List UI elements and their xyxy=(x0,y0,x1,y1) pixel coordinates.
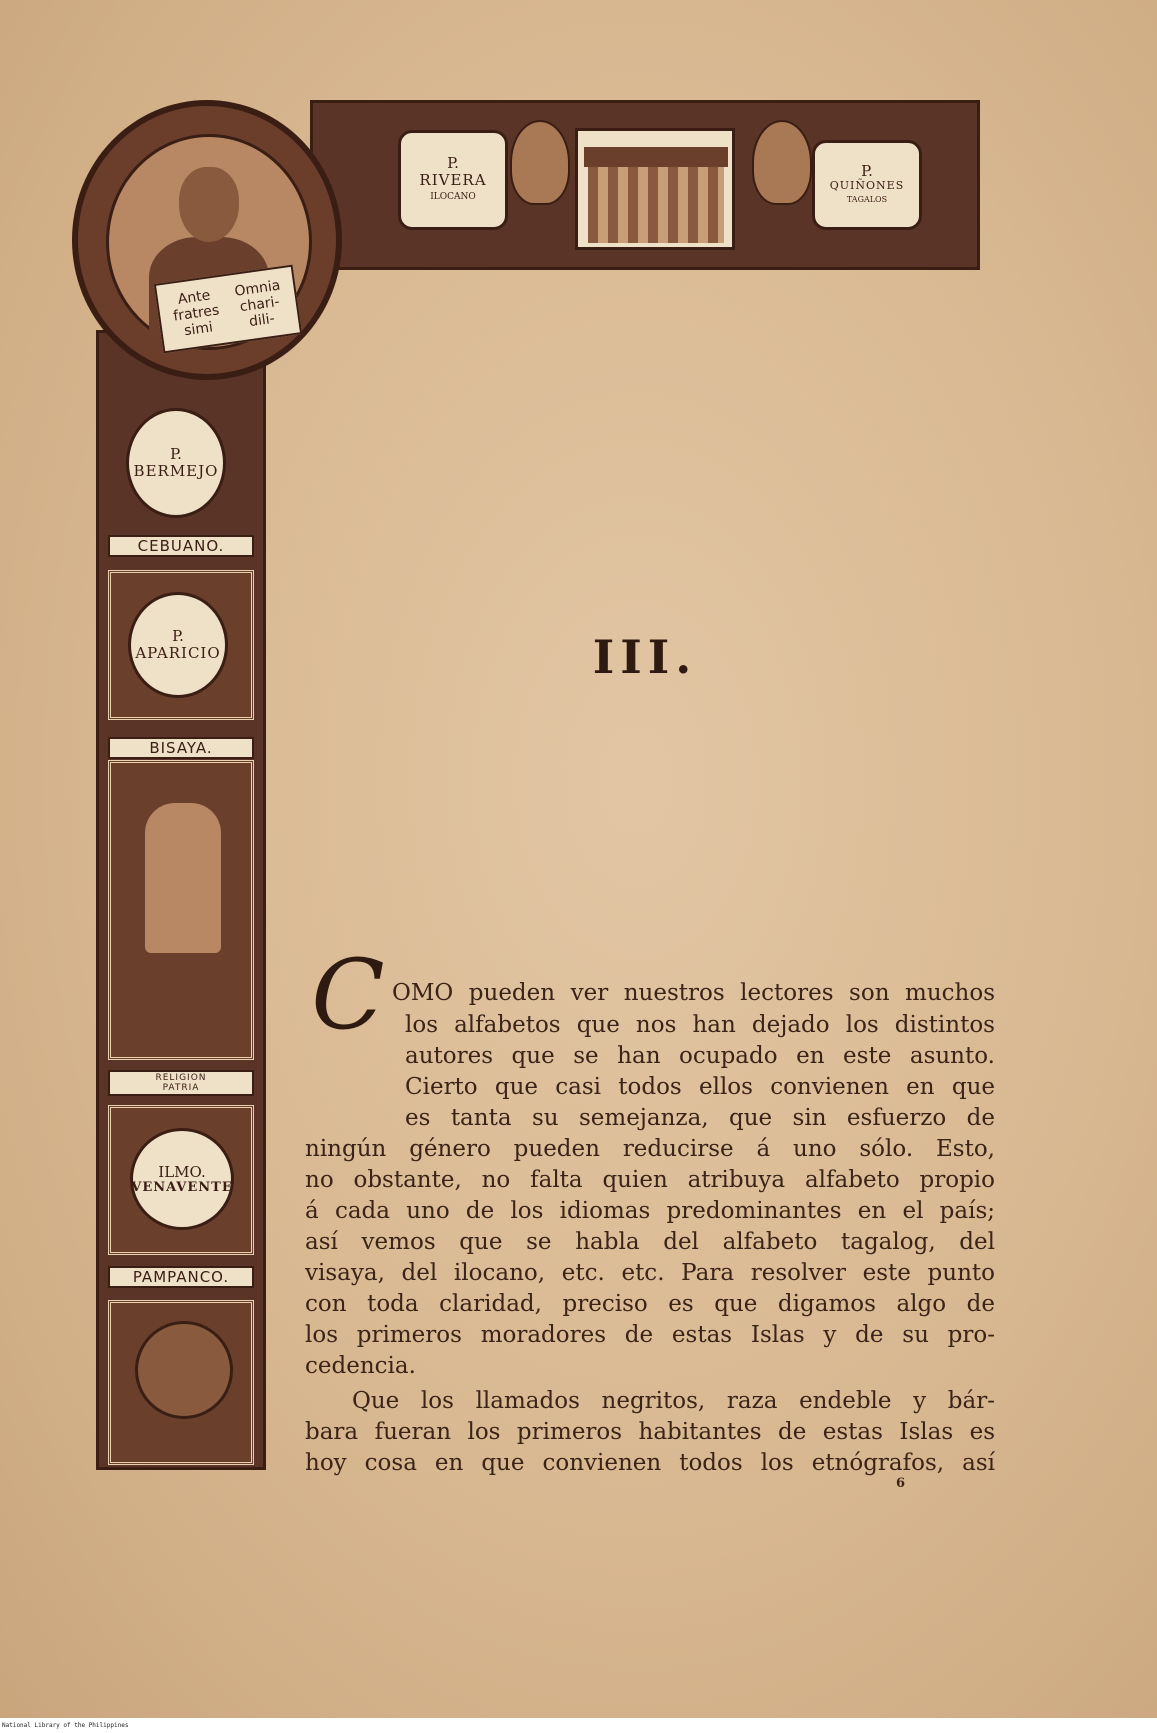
text-line: Que los llamados negritos, raza endeble y bár- xyxy=(352,1388,995,1414)
rivera-language: ILOCANO xyxy=(430,192,476,202)
rivera-name: RIVERA xyxy=(419,171,487,189)
text-line: no obstante, no falta quien atribuya alfabeto propio xyxy=(305,1167,995,1193)
saint-medallion xyxy=(72,100,342,380)
bisaya-ribbon xyxy=(108,737,254,759)
bermejo-name: BERMEJO xyxy=(133,462,219,480)
pampanco-ribbon xyxy=(108,1266,254,1288)
chapter-number: III. xyxy=(592,630,698,684)
bisaya-label: BISAYA. xyxy=(149,739,213,757)
religion-patria-ribbon xyxy=(108,1070,254,1096)
quinones-cartouche xyxy=(812,140,922,230)
book-word: fratres xyxy=(172,302,221,325)
cebuano-label: CEBUANO. xyxy=(137,537,225,555)
religion-patria-panel xyxy=(108,760,254,1060)
text-line: los primeros moradores de estas Islas y de su pro- xyxy=(305,1322,995,1348)
bermejo-medallion xyxy=(126,408,226,518)
rivera-prefix: P. xyxy=(447,154,459,172)
patria-label: PATRIA xyxy=(162,1083,200,1093)
venavente-prefix: ILMO. xyxy=(158,1162,206,1181)
text-line: OMO pueden ver nuestros lectores son muchos xyxy=(392,980,995,1006)
saint-face-image xyxy=(179,167,239,242)
crest-panel xyxy=(108,1300,254,1465)
book-word: dili- xyxy=(248,310,276,331)
drop-cap: C xyxy=(311,939,385,1051)
church-roof xyxy=(584,147,728,167)
text-line: hoy cosa en que convienen todos los etnógrafos, así xyxy=(305,1450,995,1476)
footer-strip xyxy=(0,1718,1157,1733)
book-word: simi xyxy=(183,319,214,340)
coat-of-arms-image xyxy=(135,1321,233,1419)
text-line: ningún género pueden reducirse á uno sólo. Esto, xyxy=(305,1136,995,1162)
venavente-medallion xyxy=(130,1128,234,1230)
church-facade xyxy=(588,167,724,243)
text-line: con toda claridad, preciso es que digamos algo de xyxy=(305,1291,995,1317)
book-word: chari- xyxy=(238,293,281,316)
quinones-prefix: P. xyxy=(861,161,873,180)
text-line: á cada uno de los idiomas predominantes en el país; xyxy=(305,1198,995,1224)
book-word: Ante xyxy=(176,287,212,308)
text-line: es tanta su semejanza, que sin esfuerzo de xyxy=(405,1105,995,1131)
rivera-cartouche xyxy=(398,130,508,230)
aparicio-medallion xyxy=(128,592,228,698)
aparicio-name: APARICIO xyxy=(135,644,221,662)
quinones-language: TAGALOS xyxy=(846,194,888,204)
pampanco-label: PAMPANCO. xyxy=(132,1268,230,1286)
missionary-statue-image xyxy=(145,803,221,953)
quinones-name: QUIÑONES xyxy=(829,178,905,192)
religion-label: RELIGION xyxy=(155,1073,207,1083)
text-line: bara fueran los primeros habitantes de estas Islas es xyxy=(305,1419,995,1445)
right-angel-image xyxy=(752,120,812,205)
cebuano-ribbon xyxy=(108,535,254,557)
aparicio-prefix: P. xyxy=(172,627,184,645)
text-line: visaya, del ilocano, etc. etc. Para resolver este punto xyxy=(305,1260,995,1286)
text-line: los alfabetos que nos han dejado los distintos xyxy=(405,1012,995,1038)
church-building-image xyxy=(575,128,735,250)
bermejo-prefix: P. xyxy=(170,445,182,463)
text-line: cedencia. xyxy=(305,1353,416,1379)
book-word: Omnia xyxy=(233,277,282,300)
venavente-name: VENAVENTE xyxy=(131,1179,233,1195)
left-angel-image xyxy=(510,120,570,205)
page-number: 6 xyxy=(896,1476,906,1491)
text-line: autores que se han ocupado en este asunto. xyxy=(405,1043,995,1069)
text-line: así vemos que se habla del alfabeto tagalog, del xyxy=(305,1229,995,1255)
library-credit: National Library of the Philippines xyxy=(2,1722,129,1729)
text-line: Cierto que casi todos ellos convienen en que xyxy=(405,1074,995,1100)
